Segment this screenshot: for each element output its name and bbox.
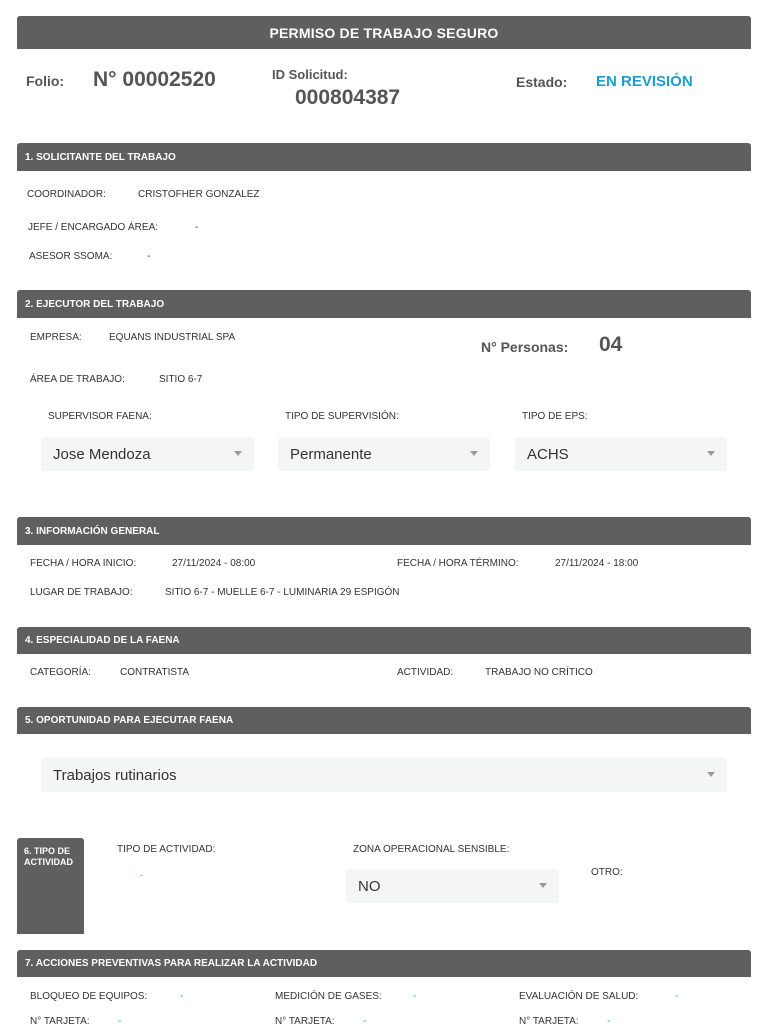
zona-select[interactable]	[346, 869, 559, 903]
folio-label: Folio:	[26, 73, 65, 89]
section-7-title: 7. ACCIONES PREVENTIVAS PARA REALIZAR LA ACTIVIDAD	[25, 958, 318, 969]
medicion-label: MEDICIÓN DE GASES:	[275, 991, 382, 1002]
jefe-value: -	[195, 222, 199, 233]
section-3-header	[17, 517, 751, 545]
section-5-title: 5. OPORTUNIDAD PARA EJECUTAR FAENA	[25, 715, 234, 726]
oportunidad-select-value: Trabajos rutinarios	[53, 766, 177, 784]
eps-select[interactable]	[515, 437, 727, 471]
personas-label: N° Personas:	[481, 339, 569, 355]
categoria-label: CATEGORÍA:	[30, 667, 91, 678]
tarjeta-label-1: N° TARJETA:	[30, 1016, 90, 1027]
actividad-value: TRABAJO NO CRÍTICO	[485, 667, 593, 678]
termino-label: FECHA / HORA TÉRMINO:	[397, 558, 519, 569]
section-3-title: 3. INFORMACIÓN GENERAL	[25, 525, 160, 537]
section-2-header	[17, 290, 751, 318]
personas-value: 04	[599, 333, 623, 356]
empresa-value: EQUANS INDUSTRIAL SPA	[109, 332, 236, 343]
tarjeta-value-2: -	[363, 1016, 367, 1027]
chevron-down-icon	[234, 451, 242, 456]
coordinador-value: CRISTOFHER GONZALEZ	[138, 189, 260, 200]
eps-label: TIPO DE EPS:	[522, 411, 588, 422]
page-title-text: PERMISO DE TRABAJO SEGURO	[269, 24, 499, 41]
asesor-label: ASESOR SSOMA:	[29, 251, 113, 262]
section-1-title: 1. SOLICITANTE DEL TRABAJO	[25, 151, 176, 163]
section-7-header	[17, 950, 751, 977]
tipo-supervision-select-value: Permanente	[290, 445, 372, 463]
oportunidad-select[interactable]	[41, 758, 727, 792]
tipo-supervision-select[interactable]	[278, 437, 490, 471]
tipo-supervision-label: TIPO DE SUPERVISIÓN:	[285, 411, 399, 422]
jefe-label: JEFE / ENCARGADO ÁREA:	[28, 222, 159, 233]
bloqueo-label: BLOQUEO DE EQUIPOS:	[30, 991, 148, 1002]
actividad-label: ACTIVIDAD:	[397, 667, 454, 678]
medicion-value: -	[413, 991, 417, 1002]
tipo-actividad-value: -	[140, 870, 143, 880]
bloqueo-value: -	[180, 991, 184, 1002]
tarjeta-label-2: N° TARJETA:	[275, 1016, 335, 1027]
section-4-title: 4. ESPECIALIDAD DE LA FAENA	[25, 635, 180, 646]
inicio-label: FECHA / HORA INICIO:	[30, 558, 137, 569]
zona-label: ZONA OPERACIONAL SENSIBLE:	[353, 844, 510, 855]
section-2-title: 2. EJECUTOR DEL TRABAJO	[25, 298, 165, 310]
coordinador-label: COORDINADOR:	[27, 189, 106, 200]
lugar-value: SITIO 6-7 - MUELLE 6-7 - LUMINARIA 29 ESPIGÓN	[165, 587, 400, 598]
area-label: ÁREA DE TRABAJO:	[30, 374, 125, 385]
asesor-value: -	[147, 251, 151, 262]
section-1-header	[17, 143, 751, 171]
section-5-header	[17, 707, 751, 734]
tarjeta-value-1: -	[118, 1016, 122, 1027]
section-4-header	[17, 627, 751, 654]
supervisor-label: SUPERVISOR FAENA:	[48, 411, 152, 422]
supervisor-select-value: Jose Mendoza	[53, 445, 151, 463]
tarjeta-value-3: -	[607, 1016, 611, 1027]
section-6-title: 6. TIPO DE ACTIVIDAD	[24, 846, 73, 867]
evaluacion-value: -	[675, 991, 679, 1002]
zona-select-value: NO	[358, 877, 381, 895]
lugar-label: LUGAR DE TRABAJO:	[30, 587, 133, 598]
eps-select-value: ACHS	[527, 445, 569, 463]
empresa-label: EMPRESA:	[30, 332, 82, 343]
estado-label: Estado:	[516, 74, 568, 90]
otro-label: OTRO:	[591, 867, 623, 878]
categoria-value: CONTRATISTA	[120, 667, 190, 678]
tarjeta-label-3: N° TARJETA:	[519, 1016, 579, 1027]
status-badge: EN REVISIÓN	[596, 73, 693, 90]
supervisor-select[interactable]	[41, 437, 254, 471]
chevron-down-icon	[470, 451, 478, 456]
folio-value: N° 00002520	[93, 68, 216, 91]
area-value: SITIO 6-7	[159, 374, 203, 385]
id-label: ID Solicitud:	[272, 67, 348, 82]
chevron-down-icon	[707, 451, 715, 456]
inicio-value: 27/11/2024 - 08:00	[172, 558, 256, 569]
page-title	[17, 16, 751, 49]
id-value: 000804387	[295, 86, 401, 109]
evaluacion-label: EVALUACIÓN DE SALUD:	[519, 991, 639, 1002]
chevron-down-icon	[539, 883, 547, 888]
chevron-down-icon	[707, 772, 715, 777]
termino-value: 27/11/2024 - 18:00	[555, 558, 639, 569]
tipo-actividad-label: TIPO DE ACTIVIDAD:	[117, 844, 216, 855]
section-6-header	[17, 838, 84, 934]
